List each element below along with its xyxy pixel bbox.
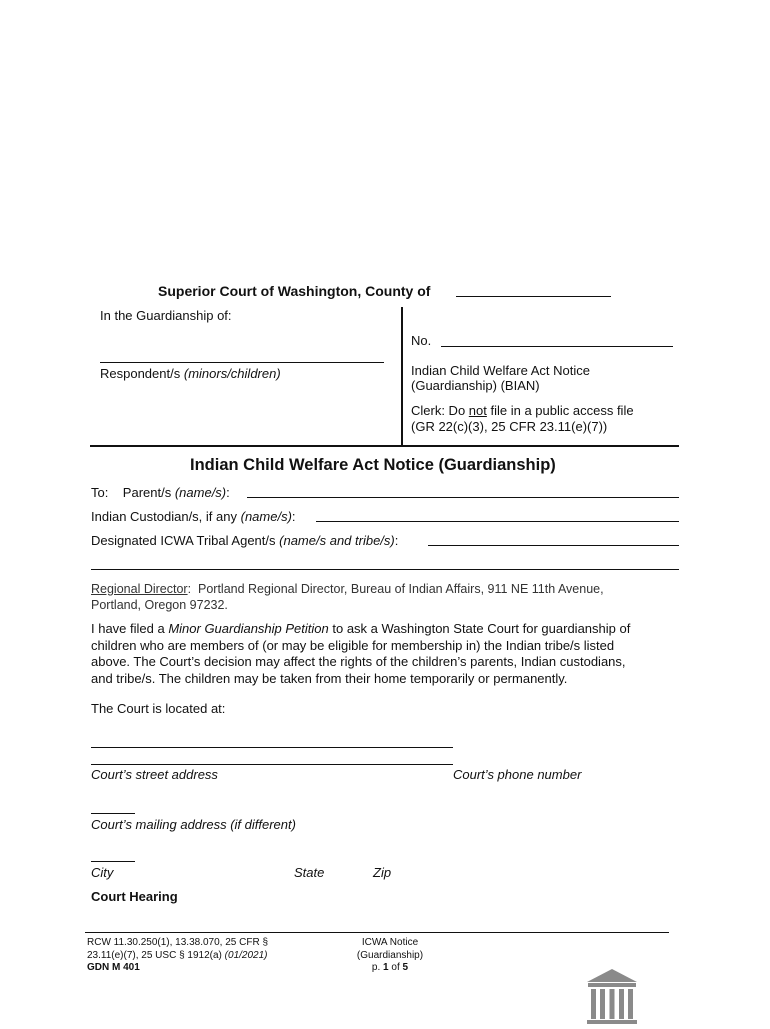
custodian-blank[interactable] [316, 521, 679, 522]
street-address-label: Court’s street address [91, 767, 218, 782]
case-number-label: No. [411, 333, 432, 348]
footer-form-title: ICWA Notice (Guardianship) p. 1 of 5 [356, 937, 424, 973]
respondent-name-blank[interactable] [100, 362, 384, 363]
courthouse-icon [585, 967, 639, 1024]
court-title: Superior Court of Washington, County of [158, 283, 431, 299]
parents-row: To: Parent/s (name/s): [91, 485, 230, 500]
mailing-address-blank[interactable] [91, 813, 135, 814]
regional-director-line1: Regional Director: Portland Regional Director, Bureau of Indian Affairs, 911 NE 11th Avenue, [91, 582, 604, 596]
tribal-agent-blank-2[interactable] [91, 569, 679, 570]
in-guardianship-label: In the Guardianship of: [100, 308, 232, 323]
street-address-blank-2[interactable] [91, 764, 453, 765]
tribal-agent-row: Designated ICWA Tribal Agent/s (name/s and tribe/s): [91, 533, 399, 548]
respondent-label: Respondent/s (minors/children) [100, 366, 281, 381]
notice-paragraph: I have filed a Minor Guardianship Petition to ask a Washington State Court for guardianship of children who are members of (or may be eligible for membership in) the Indian tribe/s listed above. The Court’s decision may affect the rights of the children’s parents, Indian custodians, and tribe/s. The children may be taken from their home temporarily or permanently. [91, 621, 631, 686]
parents-blank[interactable] [247, 497, 679, 498]
county-blank[interactable] [456, 296, 611, 297]
mailing-address-label: Court’s mailing address (if different) [91, 817, 296, 832]
footer-citation: RCW 11.30.250(1), 13.38.070, 25 CFR § 23.11(e)(7), 25 USC § 1912(a) (01/2021) GDN M 401 [87, 937, 269, 973]
custodian-row: Indian Custodian/s, if any (name/s): [91, 509, 296, 524]
caption-bottom-rule [90, 445, 679, 447]
court-hearing-heading: Court Hearing [91, 889, 178, 904]
footer-rule [85, 932, 669, 933]
court-located-label: The Court is located at: [91, 701, 226, 716]
tribal-agent-blank[interactable] [428, 545, 679, 546]
zip-label: Zip [373, 865, 392, 880]
clerk-instruction: Clerk: Do not file in a public access file [411, 403, 634, 418]
state-label: State [294, 865, 325, 880]
city-label: City [91, 865, 114, 880]
case-number-blank[interactable] [441, 346, 673, 347]
phone-label: Court’s phone number [453, 767, 582, 782]
regional-director-line2: Portland, Oregon 97232. [91, 598, 228, 612]
street-address-blank-1[interactable] [91, 747, 453, 748]
main-title: Indian Child Welfare Act Notice (Guardianship) [190, 456, 556, 474]
doc-title-line2: (Guardianship) (BIAN) [411, 378, 540, 393]
doc-title-line1: Indian Child Welfare Act Notice [411, 363, 590, 378]
caption-divider [401, 307, 403, 445]
clerk-citation: (GR 22(c)(3), 25 CFR 23.11(e)(7)) [411, 419, 608, 434]
city-blank[interactable] [91, 861, 135, 862]
